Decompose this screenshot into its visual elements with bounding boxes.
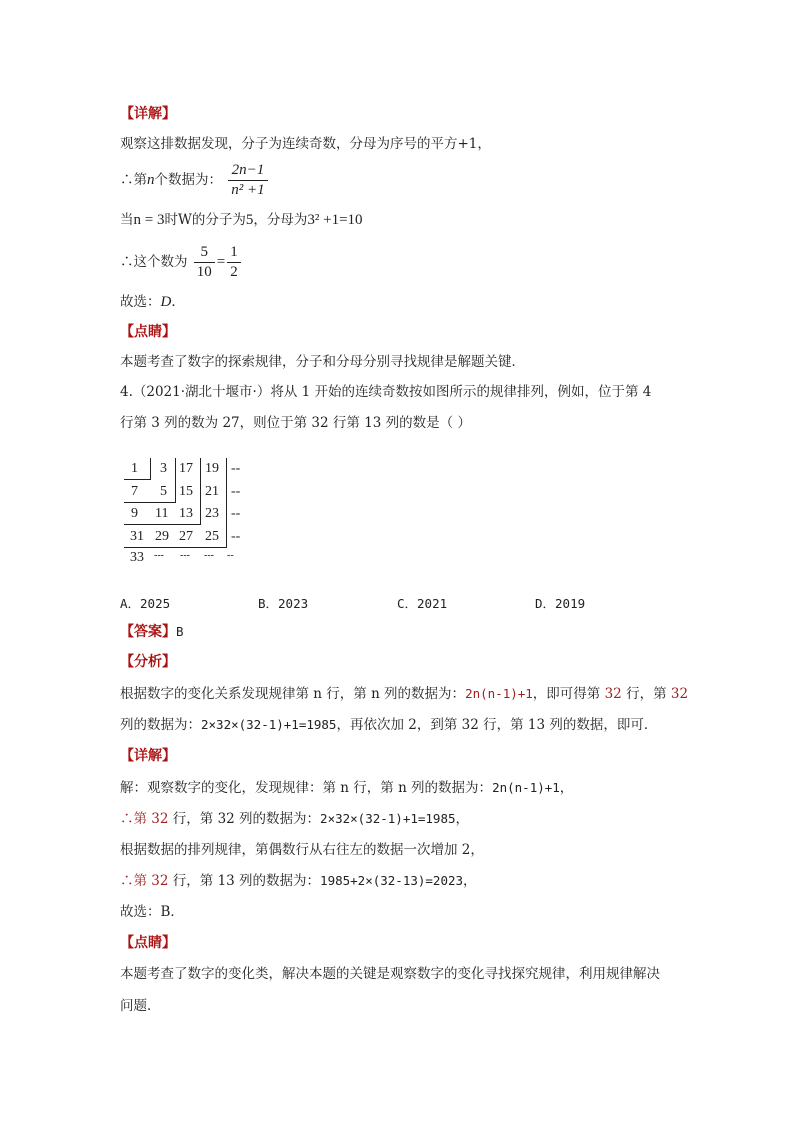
- answer-heading: 【答案】: [120, 624, 176, 640]
- option-b: B．2023: [258, 596, 309, 611]
- when-den-text: ，分母为: [253, 212, 308, 228]
- fraction-numerator: 1: [227, 243, 241, 263]
- grid-cell: 21: [205, 484, 219, 499]
- detail-number: 32: [151, 811, 169, 827]
- analysis-text: ，再依次加 2，到第 32 行，第 13 列的数据，即可．: [336, 717, 658, 733]
- grid-cell: 19: [205, 461, 219, 476]
- nth-suffix: 个数据为：: [154, 172, 222, 188]
- detail-heading: 【详解】: [120, 106, 176, 122]
- choose-suffix: ．: [171, 294, 185, 310]
- this-number-line: [120, 240, 243, 284]
- grid-cell: 1: [131, 461, 138, 476]
- detail2-heading: 【详解】: [120, 748, 176, 764]
- question-4-line-2: 行第 3 列的数为 27，则位于第 32 行第 13 列的数是（ ）: [120, 415, 471, 431]
- when-calc: 3² +1=10: [307, 212, 363, 228]
- grid-cell: --: [231, 506, 241, 521]
- analysis-number: 32: [670, 686, 689, 702]
- equals-sign: =: [216, 254, 226, 270]
- fraction-numerator: 5: [194, 243, 215, 263]
- detail-text: ，: [455, 811, 470, 827]
- grid-cell: 5: [160, 484, 167, 499]
- comment-heading: 【点睛】: [120, 324, 176, 340]
- grid-cell: 25: [205, 529, 219, 544]
- detail-text: ∴第: [120, 811, 152, 827]
- fraction-general: [228, 161, 267, 200]
- when-equation: n = 3: [133, 212, 165, 228]
- analysis-line-2: [120, 715, 657, 735]
- fraction-denominator: 2: [230, 264, 238, 280]
- detail2-comment-line-2: 问题．: [120, 998, 161, 1014]
- analysis-formula: 2×32×(32-1)+1=1985: [201, 717, 337, 732]
- grid-cell: 13: [179, 506, 193, 521]
- choose-line: [120, 292, 185, 312]
- grid-cell: --: [227, 550, 234, 561]
- detail2-line-2: [120, 809, 469, 829]
- detail-text: 行，第 32 列的数据为：: [168, 811, 321, 827]
- detail2-line-3: 根据数据的排列规律，第偶数行从右往左的数据一次增加 2，: [120, 842, 484, 858]
- grid-cell: --: [231, 484, 241, 499]
- grid-cell: 29: [155, 529, 169, 544]
- analysis-text: 列的数据为：: [120, 717, 201, 733]
- this-prefix: ∴这个数为: [120, 254, 188, 270]
- analysis-heading: 【分析】: [120, 654, 176, 670]
- comment-text: 本题考查了数字的探索规律，分子和分母分别寻找规律是解题关键．: [120, 354, 525, 370]
- fraction-denominator: n² +1: [231, 182, 265, 198]
- nth-prefix: ∴第: [120, 172, 147, 188]
- nth-formula-line: [120, 160, 270, 200]
- analysis-number: 32: [604, 686, 622, 702]
- fraction-denominator: 10: [196, 264, 212, 280]
- grid-cell: 3: [160, 461, 167, 476]
- analysis-formula: 2n(n-1)+1: [465, 686, 533, 701]
- option-c: C．2021: [397, 596, 448, 611]
- detail-text: ，: [559, 780, 574, 796]
- fraction-five-tenths: [194, 243, 215, 282]
- n-variable: n: [147, 172, 155, 188]
- when-five: 5: [245, 212, 254, 228]
- when-prefix: 当: [120, 212, 134, 228]
- grid-cell: 23: [205, 506, 219, 521]
- grid-cell: --: [231, 461, 241, 476]
- grid-cell: 27: [179, 529, 193, 544]
- when-line: [120, 210, 363, 230]
- grid-cell: 9: [131, 506, 138, 521]
- analysis-line-1: [120, 684, 688, 704]
- detail-formula: 2n(n-1)+1: [492, 780, 560, 795]
- detail2-line-1: [120, 778, 573, 798]
- analysis-text: 行，第: [621, 686, 671, 702]
- option-a: A．2025: [120, 596, 171, 611]
- detail2-comment-heading: 【点睛】: [120, 935, 176, 951]
- analysis-text: ，即可得第: [532, 686, 605, 702]
- grid-cell: 15: [179, 484, 193, 499]
- grid-cell: 33: [130, 550, 144, 565]
- choose-value: D: [160, 294, 172, 310]
- detail-number: 32: [151, 873, 169, 889]
- detail2-choose: 故选：B．: [120, 904, 184, 920]
- detail-formula: 2×32×(32-1)+1=1985: [320, 811, 456, 826]
- observe-line: 观察这排数据发现，分子为连续奇数，分母为序号的平方+1，: [120, 136, 491, 152]
- detail2-line-4: [120, 871, 477, 891]
- detail-text: 解：观察数字的变化，发现规律：第 n 行，第 n 列的数据为：: [120, 780, 493, 796]
- detail-formula: 1985+2×(32-13)=2023: [320, 873, 464, 888]
- grid-cell: 7: [131, 484, 138, 499]
- choose-prefix: 故选：: [120, 294, 161, 310]
- grid-cell: ---: [154, 550, 164, 561]
- answer-value: B: [176, 624, 184, 639]
- detail-text: 行，第 13 列的数据为：: [168, 873, 321, 889]
- when-mid: 时W的分子为: [164, 212, 246, 228]
- question-4-line-1: 4.（2021·湖北十堰市·）将从 1 开始的连续奇数按如图所示的规律排列，例如，位于第 4: [120, 384, 652, 400]
- grid-cell: ---: [204, 550, 214, 561]
- grid-cell: ---: [180, 550, 190, 561]
- detail2-comment-line-1: 本题考查了数字的变化类，解决本题的关键是观察数字的变化寻找探究规律，利用规律解决: [120, 966, 660, 982]
- grid-cell: --: [231, 529, 241, 544]
- grid-cell: 11: [155, 506, 169, 521]
- detail-text: ，: [463, 873, 477, 889]
- fraction-one-half: [227, 243, 241, 282]
- fraction-numerator: 2n−1: [228, 161, 267, 181]
- grid-cell: 17: [179, 461, 193, 476]
- detail-text: ∴第: [120, 873, 152, 889]
- answer-line: [120, 622, 184, 642]
- grid-cell: 31: [130, 529, 144, 544]
- analysis-text: 根据数字的变化关系发现规律第 n 行，第 n 列的数据为：: [120, 686, 466, 702]
- option-d: D．2019: [535, 596, 586, 611]
- number-grid-figure: [120, 458, 250, 568]
